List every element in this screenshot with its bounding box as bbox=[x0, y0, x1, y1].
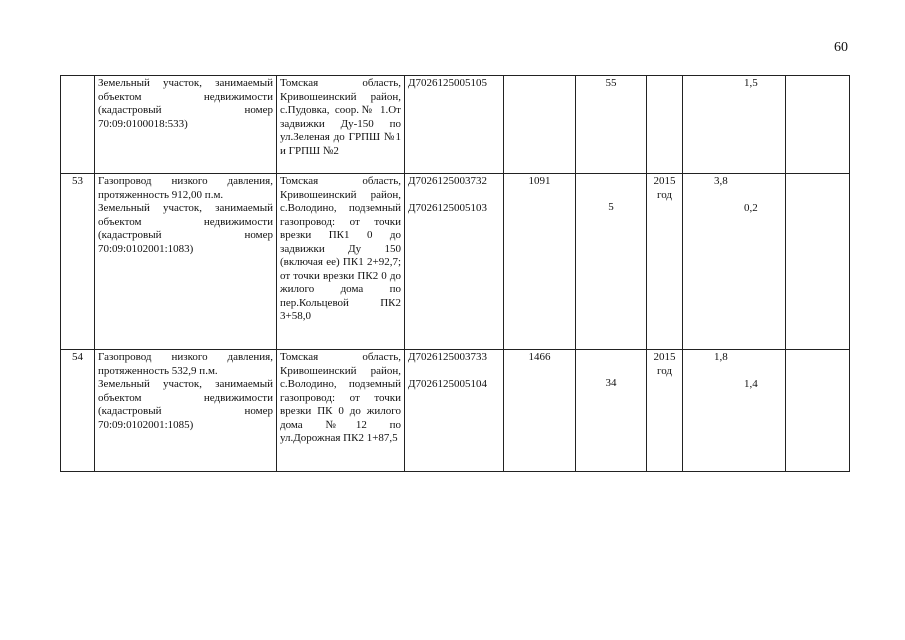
cadastral-number: Д7026125005104 bbox=[408, 377, 488, 390]
cadastral-number: Д7026125003733 bbox=[408, 351, 488, 363]
object-line: Газопровод низкого давления, протяженность 912,00 п.м. bbox=[98, 175, 273, 201]
object-description bbox=[95, 350, 277, 472]
value-b: 1,5 bbox=[744, 77, 758, 89]
year-value: 2015 год bbox=[647, 174, 683, 350]
empty-cell bbox=[786, 174, 850, 350]
object-line: Земельный участок, занимаемый объектом недвижимости (кадастровый номер 70:09:0100018:533) bbox=[98, 77, 273, 130]
table-row bbox=[61, 350, 850, 472]
object-address: Томская область, Кривошеинский район, с.Володино, подземный газопровод: от точки врезки ПК 0 до жилого дома №12 по ул.Дорожная ПК2 1+87,5 bbox=[277, 350, 405, 472]
spacer bbox=[579, 351, 643, 364]
object-description bbox=[95, 174, 277, 350]
year-value: 2015 год bbox=[647, 350, 683, 472]
object-line: Земельный участок, занимаемый объектом недвижимости (кадастровый номер 70:09:0102001:1085) bbox=[98, 378, 273, 431]
object-line: Земельный участок, занимаемый объектом недвижимости (кадастровый номер 70:09:0102001:1083) bbox=[98, 202, 273, 255]
area-value: 5 bbox=[608, 201, 614, 213]
row-number: 53 bbox=[61, 174, 95, 350]
cadastral-numbers bbox=[405, 76, 504, 174]
object-line: Газопровод низкого давления, протяженность 532,9 п.м. bbox=[98, 351, 273, 377]
table-row bbox=[61, 76, 850, 174]
spacer bbox=[579, 364, 643, 377]
cadastral-number: Д7026125005105 bbox=[408, 77, 488, 89]
area-cell bbox=[576, 350, 647, 472]
spacer bbox=[579, 188, 643, 201]
value-cell bbox=[683, 174, 786, 350]
spacer bbox=[579, 175, 643, 188]
cadastral-number: Д7026125005103 bbox=[408, 201, 488, 214]
area-value: 34 bbox=[605, 377, 617, 389]
value-cell bbox=[683, 76, 786, 174]
object-address: Томская область, Кривошеинский район, с.Володино, подземный газопровод: от точки врезки ПК1 0 до задвижки Ду 150 (включая ее) ПК1 2+92,7; от точки врезки ПК2 0 до жилого дома по пер.Кольцевой ПК2 3+58,0 bbox=[277, 174, 405, 350]
area-value: 55 bbox=[576, 76, 647, 174]
value-a: 1,8 bbox=[714, 351, 728, 363]
cadastral-number: Д7026125003732 bbox=[408, 175, 488, 187]
empty-cell bbox=[786, 350, 850, 472]
value-b: 1,4 bbox=[744, 377, 758, 390]
length-value: 1466 bbox=[504, 350, 576, 472]
property-register-table bbox=[60, 75, 850, 472]
empty-cell bbox=[786, 76, 850, 174]
object-description bbox=[95, 76, 277, 174]
value-b: 0,2 bbox=[744, 201, 758, 214]
table-row bbox=[61, 174, 850, 350]
length-value bbox=[504, 76, 576, 174]
length-value: 1091 bbox=[504, 174, 576, 350]
value-a: 3,8 bbox=[714, 175, 728, 187]
row-number bbox=[61, 76, 95, 174]
object-address: Томская область, Кривошеинский район, с.Пудовка, соор.№ 1.От задвижки Ду-150 по ул.Зеленая до ГРПШ №1 и ГРПШ №2 bbox=[277, 76, 405, 174]
area-cell bbox=[576, 174, 647, 350]
spacer bbox=[686, 365, 782, 378]
cadastral-numbers bbox=[405, 350, 504, 472]
row-number: 54 bbox=[61, 350, 95, 472]
page-number: 60 bbox=[834, 40, 848, 55]
value-cell bbox=[683, 350, 786, 472]
year-value bbox=[647, 76, 683, 174]
cadastral-numbers bbox=[405, 174, 504, 350]
spacer bbox=[686, 189, 782, 202]
